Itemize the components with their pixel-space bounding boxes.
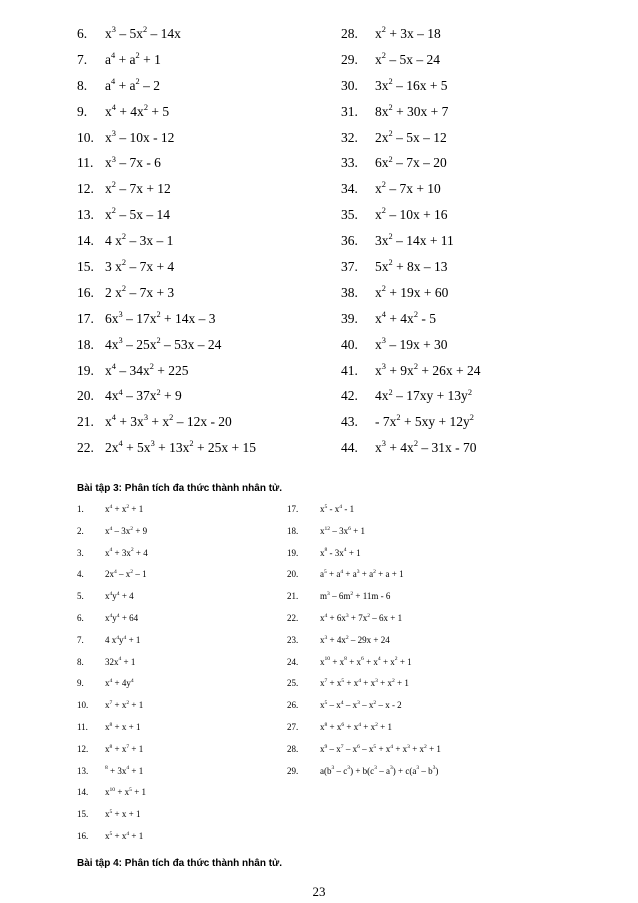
exercise-number: 15. bbox=[77, 809, 89, 820]
exercise-number: 12. bbox=[77, 743, 89, 754]
exercise-number: 7. bbox=[77, 51, 88, 67]
ex2-row bbox=[0, 722, 638, 744]
polynomial-expression: $x^4 + x^2 + 1$ bbox=[105, 503, 144, 514]
ex2-row bbox=[0, 787, 638, 809]
exercise-number: 16. bbox=[77, 830, 89, 841]
polynomial-expression: $5x^2 + 8x - 13$ bbox=[375, 258, 448, 275]
polynomial-expression: $x^8 + x^7 + 1$ bbox=[105, 743, 144, 754]
polynomial-expression: $x^3 - 10x - 12$ bbox=[105, 128, 175, 145]
exercise-number: 31. bbox=[341, 103, 358, 119]
exercise-number: 26. bbox=[287, 700, 299, 711]
exercise-number: 17. bbox=[287, 504, 299, 514]
polynomial-expression: $x^4 + 4y^4$ bbox=[105, 678, 134, 689]
polynomial-expression: $4x^2 - 17xy + 13y^2$ bbox=[375, 387, 472, 404]
exercise-number: 10. bbox=[77, 700, 89, 711]
exercise-number: 9. bbox=[77, 103, 88, 119]
polynomial-expression: $x^{12} - 3x^6 + 1$ bbox=[320, 525, 365, 536]
exercise-number: 5. bbox=[77, 591, 84, 602]
exercise-number: 33. bbox=[341, 155, 358, 171]
exercise-number: 13. bbox=[77, 207, 94, 223]
polynomial-expression: $x^{10} + x^8 + x^6 + x^4 + x^2 + 1$ bbox=[320, 656, 412, 667]
exercise-list-part-1 bbox=[0, 26, 638, 466]
polynomial-expression: $x^3 + 9x^2 + 26x + 24$ bbox=[375, 361, 481, 378]
polynomial-expression: $x^8 + x + 1$ bbox=[105, 721, 141, 732]
exercise-number: 9. bbox=[77, 678, 84, 689]
polynomial-expression: $x^2 - 7x + 10$ bbox=[375, 180, 441, 197]
polynomial-expression: 4 $x^4y^4 + 1$ bbox=[105, 634, 141, 645]
ex2-row bbox=[0, 591, 638, 613]
polynomial-expression: $32x^4 + 1$ bbox=[105, 656, 136, 667]
polynomial-expression: $x^3 - 7x - 6$ bbox=[105, 154, 161, 171]
polynomial-expression: $x^3 + 4x^2 - 29x + 24$ bbox=[320, 634, 390, 645]
ex2-row bbox=[0, 700, 638, 722]
polynomial-expression: $m^3 - 6m^2 + 11m - 6$ bbox=[320, 590, 391, 602]
exercise-number: 36. bbox=[341, 233, 358, 249]
exercise-number: 19. bbox=[287, 547, 299, 558]
polynomial-expression: $6x^3 - 17x^2 + 14x - 3$ bbox=[105, 309, 216, 326]
exercise-number: 38. bbox=[341, 284, 358, 300]
exercise-number: 14. bbox=[77, 787, 89, 798]
polynomial-expression: $x^4 + 3x^2 + 4$ bbox=[105, 547, 148, 558]
exercise-number: 15. bbox=[77, 259, 94, 275]
exercise-number: 25. bbox=[287, 678, 299, 689]
ex2-row bbox=[0, 635, 638, 657]
polynomial-expression: 4 $x^2 - 3x - 1$ bbox=[105, 232, 174, 249]
exercise-number: 19. bbox=[77, 362, 94, 378]
exercise-number: 18. bbox=[287, 525, 299, 536]
ex2-row bbox=[0, 526, 638, 548]
ex1-row bbox=[0, 414, 638, 440]
ex1-row bbox=[0, 78, 638, 104]
polynomial-expression: $4x^3 - 25x^2 - 53x - 24$ bbox=[105, 335, 222, 352]
exercise-number: 10. bbox=[77, 129, 94, 145]
exercise-number: 21. bbox=[77, 414, 94, 430]
exercise-number: 8. bbox=[77, 656, 84, 667]
exercise-number: 29. bbox=[341, 51, 358, 67]
exercise-number: 43. bbox=[341, 414, 358, 430]
exercise-number: 27. bbox=[287, 721, 299, 732]
polynomial-expression: $x^2 - 7x + 12$ bbox=[105, 180, 171, 197]
exercise-number: 41. bbox=[341, 362, 358, 378]
polynomial-expression: $3x^2 - 14x + 11$ bbox=[375, 232, 454, 249]
polynomial-expression: $x^7 + x^5 + x^4 + x^3 + x^2 + 1$ bbox=[320, 678, 409, 689]
polynomial-expression: 3 $x^2 - 7x + 4$ bbox=[105, 258, 175, 275]
ex2-row bbox=[0, 678, 638, 700]
exercise-number: 20. bbox=[287, 569, 299, 580]
exercise-number: 20. bbox=[77, 388, 94, 404]
polynomial-expression: $4x^4 - 37x^2 + 9$ bbox=[105, 387, 182, 404]
polynomial-expression: $x^2 - 5x - 14$ bbox=[105, 206, 170, 223]
polynomial-expression: $x^8 + x^6 + x^4 + x^2 + 1$ bbox=[320, 721, 392, 732]
exercise-number: 1. bbox=[77, 504, 84, 514]
polynomial-expression: $x^8 - 3x^4 + 1$ bbox=[320, 547, 361, 558]
exercise-number: 21. bbox=[287, 591, 299, 602]
polynomial-expression: $x^4 + 4x^2 - 5$ bbox=[375, 309, 436, 326]
ex1-row bbox=[0, 155, 638, 181]
polynomial-expression: $8x^2 + 30x + 7$ bbox=[375, 102, 449, 119]
polynomial-expression: $x^3 + 4x^2 - 31x - 70$ bbox=[375, 439, 477, 456]
polynomial-expression: $6x^2 - 7x - 20$ bbox=[375, 154, 447, 171]
polynomial-expression: $x^4 - 3x^2 + 9$ bbox=[105, 525, 148, 536]
polynomial-expression: $x^4 + 4x^2 + 5$ bbox=[105, 102, 170, 119]
polynomial-expression: $x^9 - x^7 - x^6 - x^5 + x^4 + x^3 + x^2 + 1$ bbox=[320, 743, 441, 754]
polynomial-expression: $x^3 - 5x^2 - 14x$ bbox=[105, 25, 181, 41]
exercise-number: 14. bbox=[77, 233, 94, 249]
exercise-number: 16. bbox=[77, 284, 94, 300]
polynomial-expression: $a^4 + a^2 - 2$ bbox=[105, 76, 160, 93]
exercise-number: 13. bbox=[77, 765, 89, 776]
ex1-row bbox=[0, 388, 638, 414]
polynomial-expression: $x^5 - x^4 - x^3 - x^2$ – x - 2 bbox=[320, 699, 402, 711]
exercise-number: 7. bbox=[77, 634, 84, 645]
heading-exercise-3: Bài tập 3: Phân tích đa thức thành nhân tử. bbox=[77, 483, 283, 494]
ex1-row bbox=[0, 337, 638, 363]
polynomial-expression: $x^2 - 10x + 16$ bbox=[375, 206, 448, 223]
ex1-row bbox=[0, 363, 638, 389]
ex1-row bbox=[0, 233, 638, 259]
ex2-row bbox=[0, 504, 638, 526]
polynomial-expression: $2x^4 - x^2 - 1$ bbox=[105, 569, 147, 580]
exercise-number: 42. bbox=[341, 388, 358, 404]
ex1-row bbox=[0, 104, 638, 130]
ex1-row bbox=[0, 130, 638, 156]
exercise-number: 44. bbox=[341, 440, 358, 456]
exercise-number: 8. bbox=[77, 77, 88, 93]
exercise-number: 39. bbox=[341, 310, 358, 326]
polynomial-expression: $x^7 + x^2 + 1$ bbox=[105, 699, 144, 711]
polynomial-expression: - $7x^2 + 5xy + 12y^2$ bbox=[375, 413, 474, 430]
heading-exercise-4: Bài tập 4: Phân tích đa thức thành nhân tử. bbox=[77, 858, 283, 869]
exercise-number: 34. bbox=[341, 181, 358, 197]
ex1-row bbox=[0, 311, 638, 337]
ex2-row bbox=[0, 831, 638, 853]
polynomial-expression: $x^2 + 3x - 18$ bbox=[375, 25, 441, 41]
ex2-row bbox=[0, 613, 638, 635]
polynomial-expression: $x^3 - 19x + 30$ bbox=[375, 335, 448, 352]
polynomial-expression: $x^{10} + x^5 + 1$ bbox=[105, 787, 147, 798]
polynomial-expression: $x^5 - x^4 - 1$ bbox=[320, 503, 355, 514]
ex2-row bbox=[0, 744, 638, 766]
exercise-number: 37. bbox=[341, 259, 358, 275]
ex2-row bbox=[0, 569, 638, 591]
ex1-row bbox=[0, 52, 638, 78]
exercise-number: 3. bbox=[77, 547, 84, 558]
exercise-number: 35. bbox=[341, 207, 358, 223]
exercise-number: 17. bbox=[77, 310, 94, 326]
exercise-number: 12. bbox=[77, 181, 94, 197]
polynomial-expression: $x^2 - 5x - 24$ bbox=[375, 50, 440, 67]
ex2-row bbox=[0, 657, 638, 679]
polynomial-expression: $x^5 + x^4 + 1$ bbox=[105, 830, 144, 841]
ex1-row bbox=[0, 207, 638, 233]
ex1-row bbox=[0, 440, 638, 466]
polynomial-expression: $x^4 - 34x^2 + 225$ bbox=[105, 361, 189, 378]
exercise-number: 28. bbox=[341, 26, 358, 41]
polynomial-expression: $a(b^3 - c^3) + b(c^3 - a^3) + c(a^3 - b^3)$ bbox=[320, 765, 439, 776]
ex2-row bbox=[0, 809, 638, 831]
exercise-number: 22. bbox=[77, 440, 94, 456]
page-number: 23 bbox=[312, 884, 326, 899]
exercise-list-part-2 bbox=[0, 504, 638, 853]
exercise-number: 18. bbox=[77, 336, 94, 352]
polynomial-expression: $a^5 + a^4 + a^3 + a^2 + a + 1$ bbox=[320, 569, 404, 580]
exercise-number: 32. bbox=[341, 129, 358, 145]
polynomial-expression: $2x^4 + 5x^3 + 13x^2 + 25x + 15$ bbox=[105, 439, 257, 456]
polynomial-expression: $2x^2 - 5x - 12$ bbox=[375, 128, 447, 145]
polynomial-expression: $3x^2 - 16x + 5$ bbox=[375, 76, 448, 93]
exercise-number: 4. bbox=[77, 569, 84, 580]
polynomial-expression: $x^4y^4 + 64$ bbox=[105, 612, 139, 623]
exercise-number: 2. bbox=[77, 525, 84, 536]
exercise-number: 22. bbox=[287, 612, 299, 623]
exercise-number: 11. bbox=[77, 721, 88, 732]
polynomial-expression: $x^4y^4 + 4$ bbox=[105, 590, 134, 602]
exercise-number: 24. bbox=[287, 656, 299, 667]
ex2-row bbox=[0, 548, 638, 570]
exercise-number: 6. bbox=[77, 612, 84, 623]
polynomial-expression: $a^4 + a^2 + 1$ bbox=[105, 50, 161, 67]
polynomial-expression: $x^2 + 19x + 60$ bbox=[375, 284, 449, 300]
exercise-number: 29. bbox=[287, 765, 299, 776]
ex2-row bbox=[0, 766, 638, 788]
exercise-number: 30. bbox=[341, 77, 358, 93]
ex1-row bbox=[0, 259, 638, 285]
exercise-number: 28. bbox=[287, 743, 299, 754]
polynomial-expression: $x^5 + x + 1$ bbox=[105, 808, 141, 820]
exercise-number: 23. bbox=[287, 634, 299, 645]
ex1-row bbox=[0, 285, 638, 311]
exercise-number: 6. bbox=[77, 26, 88, 41]
polynomial-expression: $^8 + 3x^4 + 1$ bbox=[105, 765, 144, 776]
polynomial-expression: $x^4 + 3x^3 + x^2 - 12x - 20$ bbox=[105, 413, 232, 430]
exercise-number: 11. bbox=[77, 155, 94, 171]
polynomial-expression: $x^4 + 6x^3 + 7x^2 - 6x + 1$ bbox=[320, 612, 403, 623]
ex1-row bbox=[0, 26, 638, 52]
ex1-row bbox=[0, 181, 638, 207]
exercise-number: 40. bbox=[341, 336, 358, 352]
polynomial-expression: 2 $x^2 - 7x + 3$ bbox=[105, 284, 175, 300]
